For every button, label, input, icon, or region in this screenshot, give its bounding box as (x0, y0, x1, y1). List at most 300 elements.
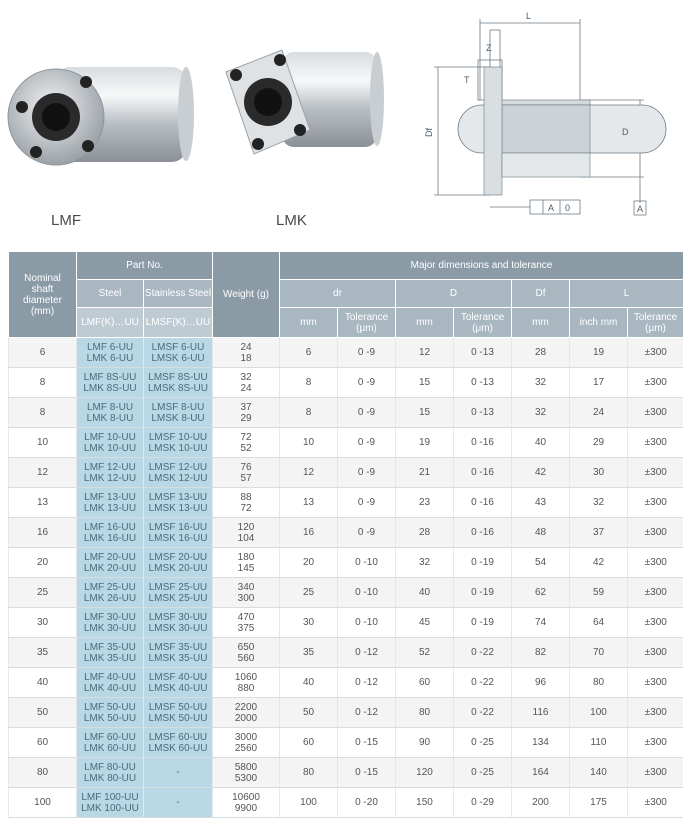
cell-l-mm: 42 (570, 548, 628, 578)
cell-l-mm: 140 (570, 758, 628, 788)
cell-stainless-part-line: LMSF 30-UU (148, 611, 208, 623)
cell-nominal: 10 (9, 428, 77, 458)
cell-weight (213, 398, 280, 428)
cell-df-mm: 54 (512, 548, 570, 578)
cell-weight (213, 758, 280, 788)
cell-d-mm: 15 (396, 368, 454, 398)
header-steel-code: LMF(K)…UU (77, 308, 144, 338)
cell-weight-line: 650 (237, 641, 255, 653)
cell-steel-part-line: LMK 8S-UU (83, 382, 137, 394)
cell-dr-tol: 0 -15 (338, 728, 396, 758)
table-row (9, 788, 683, 818)
cell-df-mm: 48 (512, 518, 570, 548)
cell-weight-line: 32 (240, 371, 252, 383)
cell-weight (213, 338, 280, 368)
table-row (9, 518, 683, 548)
cell-steel-part-line: LMF 16-UU (84, 521, 136, 533)
cell-stainless-part-line: LMSF 25-UU (148, 581, 208, 593)
cell-weight-line: 29 (240, 412, 252, 424)
cell-steel-part-line: LMF 60-UU (84, 731, 136, 743)
cell-weight-line: 300 (237, 592, 255, 604)
cell-stainless-part-line: LMSF 8-UU (151, 401, 205, 413)
cell-weight (213, 698, 280, 728)
cell-steel-part-line: LMF 80-UU (84, 761, 136, 773)
cell-df-mm: 32 (512, 368, 570, 398)
header-part-no: Part No. (77, 252, 213, 280)
header-d: D (396, 280, 512, 308)
cell-dr-mm: 40 (280, 668, 338, 698)
dimension-drawing (420, 5, 680, 220)
cell-weight-line: 880 (237, 682, 255, 694)
cell-d-tol: 0 -13 (454, 398, 512, 428)
cell-steel-part-line: LMF 13-UU (84, 491, 136, 503)
cell-dr-tol: 0 -9 (338, 428, 396, 458)
cell-l-tol: ±300 (628, 548, 683, 578)
cell-l-mm: 37 (570, 518, 628, 548)
cell-l-tol: ±300 (628, 788, 683, 818)
cell-steel-part (77, 788, 144, 818)
cell-steel-part-line: LMK 16-UU (83, 532, 137, 544)
cell-weight-line: 24 (240, 382, 252, 394)
cell-df-mm: 43 (512, 488, 570, 518)
cell-steel-part (77, 698, 144, 728)
cell-steel-part-line: LMF 20-UU (84, 551, 136, 563)
cell-weight-line: 2200 (234, 701, 258, 713)
cell-nominal: 25 (9, 578, 77, 608)
table-row (9, 548, 683, 578)
cell-weight (213, 488, 280, 518)
cell-weight-line: 470 (237, 611, 255, 623)
cell-df-mm: 28 (512, 338, 570, 368)
cell-steel-part-line: LMF 10-UU (84, 431, 136, 443)
cell-steel-part (77, 608, 144, 638)
cell-dr-mm: 80 (280, 758, 338, 788)
cell-weight-line: 5800 (234, 761, 258, 773)
cell-d-tol: 0 -19 (454, 548, 512, 578)
cell-l-mm: 30 (570, 458, 628, 488)
cell-l-mm: 17 (570, 368, 628, 398)
cell-stainless-part-line: LMSF 13-UU (148, 491, 208, 503)
cell-l-mm: 59 (570, 578, 628, 608)
header-df: Df (512, 280, 570, 308)
cell-dr-tol: 0 -9 (338, 458, 396, 488)
cell-nominal: 8 (9, 398, 77, 428)
cell-steel-part (77, 458, 144, 488)
cell-stainless-part-line: LMSF 20-UU (148, 551, 208, 563)
cell-d-mm: 45 (396, 608, 454, 638)
cell-weight (213, 548, 280, 578)
cell-l-mm: 80 (570, 668, 628, 698)
header-dr-tol: Tolerance (μm) (338, 308, 396, 338)
header-nominal: Nominal shaft diameter (mm) (9, 252, 77, 338)
cell-d-mm: 28 (396, 518, 454, 548)
cell-stainless-part (144, 698, 213, 728)
cell-d-mm: 40 (396, 578, 454, 608)
cell-steel-part-line: LMF 8-UU (86, 401, 134, 413)
header-stainless: Stainless Steel (144, 280, 213, 308)
header-d-tol: Tolerance (μm) (454, 308, 512, 338)
cell-dr-mm: 50 (280, 698, 338, 728)
cell-d-tol: 0 -16 (454, 518, 512, 548)
cell-dr-mm: 8 (280, 368, 338, 398)
cell-dr-mm: 13 (280, 488, 338, 518)
cell-steel-part-line: LMF 40-UU (84, 671, 136, 683)
cell-weight-line: 10600 (232, 791, 260, 803)
cell-steel-part (77, 368, 144, 398)
cell-stainless-part-line: LMSK 30-UU (148, 622, 208, 634)
cell-nominal: 6 (9, 338, 77, 368)
cell-weight-line: 72 (240, 431, 252, 443)
table-row (9, 728, 683, 758)
cell-weight-line: 18 (240, 352, 252, 364)
cell-steel-part (77, 428, 144, 458)
cell-weight (213, 608, 280, 638)
cell-d-tol: 0 -22 (454, 638, 512, 668)
cell-steel-part (77, 668, 144, 698)
cell-stainless-part-line: LMSF 10-UU (148, 431, 208, 443)
cell-weight-line: 72 (240, 502, 252, 514)
cell-stainless-part (144, 338, 213, 368)
table-row (9, 608, 683, 638)
cell-l-mm: 110 (570, 728, 628, 758)
cell-steel-part-line: LMK 80-UU (83, 772, 137, 784)
cell-steel-part-line: LMK 26-UU (83, 592, 137, 604)
cell-nominal: 30 (9, 608, 77, 638)
cell-weight-line: 104 (237, 532, 255, 544)
header-l-inch-mm: inch mm (570, 308, 628, 338)
cell-stainless-part-line: LMSF 60-UU (148, 731, 208, 743)
cell-dr-tol: 0 -9 (338, 338, 396, 368)
dim-label-l: L (526, 11, 532, 21)
cell-stainless-part-line: LMSK 60-UU (148, 742, 208, 754)
cell-stainless-part-line: LMSK 6-UU (151, 352, 205, 364)
cell-stainless-part (144, 458, 213, 488)
cell-stainless-part (144, 668, 213, 698)
cell-steel-part (77, 728, 144, 758)
cell-l-mm: 32 (570, 488, 628, 518)
cell-steel-part-line: LMK 50-UU (83, 712, 137, 724)
cell-stainless-part-line: LMSK 20-UU (148, 562, 208, 574)
cell-steel-part-line: LMK 13-UU (83, 502, 137, 514)
table-row (9, 578, 683, 608)
cell-steel-part-line: LMK 100-UU (81, 802, 139, 814)
cell-d-tol: 0 -16 (454, 458, 512, 488)
cell-dr-mm: 6 (280, 338, 338, 368)
cell-l-tol: ±300 (628, 518, 683, 548)
cell-stainless-part-line: LMSK 40-UU (148, 682, 208, 694)
cell-l-tol: ±300 (628, 638, 683, 668)
cell-d-tol: 0 -16 (454, 488, 512, 518)
cell-dr-tol: 0 -10 (338, 578, 396, 608)
cell-dr-tol: 0 -20 (338, 788, 396, 818)
cell-stainless-part-line: LMSK 50-UU (148, 712, 208, 724)
cell-df-mm: 96 (512, 668, 570, 698)
cell-l-tol: ±300 (628, 578, 683, 608)
cell-l-tol: ±300 (628, 728, 683, 758)
product-label-lmf: LMF (51, 212, 81, 229)
cell-stainless-part (144, 398, 213, 428)
table-row (9, 338, 683, 368)
cell-weight-line: 5300 (234, 772, 258, 784)
cell-d-tol: 0 -13 (454, 368, 512, 398)
cell-weight-line: 375 (237, 622, 255, 634)
cell-weight (213, 428, 280, 458)
cell-d-tol: 0 -16 (454, 428, 512, 458)
cell-dr-tol: 0 -15 (338, 758, 396, 788)
cell-df-mm: 164 (512, 758, 570, 788)
dim-label-df: Df (424, 128, 434, 137)
cell-weight (213, 578, 280, 608)
cell-stainless-part-line: LMSK 35-UU (148, 652, 208, 664)
cell-df-mm: 62 (512, 578, 570, 608)
header-steel: Steel (77, 280, 144, 308)
cell-d-tol: 0 -19 (454, 578, 512, 608)
header-stainless-code: LMSF(K)…UU (144, 308, 213, 338)
cell-dr-tol: 0 -9 (338, 398, 396, 428)
cell-l-tol: ±300 (628, 698, 683, 728)
cell-stainless-part-line: LMSF 8S-UU (148, 371, 208, 383)
cell-steel-part-line: LMF 6-UU (86, 341, 134, 353)
cell-d-tol: 0 -25 (454, 758, 512, 788)
cell-weight-line: 560 (237, 652, 255, 664)
table-row (9, 458, 683, 488)
cell-l-mm: 29 (570, 428, 628, 458)
cell-weight-line: 145 (237, 562, 255, 574)
cell-stainless-part-line: LMSF 16-UU (148, 521, 208, 533)
cell-l-tol: ±300 (628, 368, 683, 398)
cell-steel-part (77, 638, 144, 668)
header-weight: Weight (g) (213, 252, 280, 338)
cell-l-mm: 19 (570, 338, 628, 368)
cell-l-tol: ±300 (628, 338, 683, 368)
cell-stainless-part (144, 788, 213, 818)
cell-steel-part-line: LMK 35-UU (83, 652, 137, 664)
datum-label-a-frame: A (548, 203, 555, 213)
cell-df-mm: 42 (512, 458, 570, 488)
header-l-tol: Tolerance (μm) (628, 308, 683, 338)
cell-d-mm: 12 (396, 338, 454, 368)
cell-df-mm: 200 (512, 788, 570, 818)
dim-label-t: T (464, 75, 470, 85)
cell-dr-tol: 0 -9 (338, 488, 396, 518)
cell-stainless-part-line: - (176, 797, 180, 808)
cell-df-mm: 134 (512, 728, 570, 758)
cell-dr-tol: 0 -9 (338, 518, 396, 548)
cell-d-tol: 0 -22 (454, 698, 512, 728)
table-row (9, 368, 683, 398)
cell-dr-tol: 0 -10 (338, 608, 396, 638)
cell-weight-line: 1060 (234, 671, 258, 683)
cell-steel-part (77, 338, 144, 368)
cell-stainless-part-line: LMSF 12-UU (148, 461, 208, 473)
table-row (9, 638, 683, 668)
tolerance-zero-label: 0 (565, 203, 571, 213)
header-major: Major dimensions and tolerance (280, 252, 683, 280)
cell-dr-mm: 25 (280, 578, 338, 608)
cell-l-tol: ±300 (628, 458, 683, 488)
cell-weight (213, 518, 280, 548)
cell-d-tol: 0 -29 (454, 788, 512, 818)
cell-nominal: 16 (9, 518, 77, 548)
cell-weight-line: 2000 (234, 712, 258, 724)
dim-label-z: Z (486, 43, 492, 53)
cell-df-mm: 40 (512, 428, 570, 458)
cell-dr-tol: 0 -9 (338, 368, 396, 398)
cell-d-mm: 19 (396, 428, 454, 458)
cell-stainless-part (144, 548, 213, 578)
cell-dr-mm: 20 (280, 548, 338, 578)
cell-stainless-part (144, 518, 213, 548)
cell-stainless-part-line: LMSK 8S-UU (147, 382, 208, 394)
cell-d-mm: 120 (396, 758, 454, 788)
cell-weight (213, 788, 280, 818)
cell-stainless-part (144, 638, 213, 668)
cell-df-mm: 82 (512, 638, 570, 668)
cell-nominal: 13 (9, 488, 77, 518)
product-label-lmk: LMK (276, 212, 307, 229)
cell-l-mm: 70 (570, 638, 628, 668)
cell-weight (213, 458, 280, 488)
header-d-mm: mm (396, 308, 454, 338)
cell-stainless-part-line: LMSF 6-UU (151, 341, 205, 353)
cell-nominal: 20 (9, 548, 77, 578)
table-row (9, 698, 683, 728)
cell-nominal: 40 (9, 668, 77, 698)
cell-stainless-part (144, 368, 213, 398)
cell-nominal: 8 (9, 368, 77, 398)
cell-stainless-part-line: LMSF 40-UU (148, 671, 208, 683)
cell-d-mm: 21 (396, 458, 454, 488)
cell-d-mm: 15 (396, 398, 454, 428)
cell-dr-mm: 16 (280, 518, 338, 548)
cell-weight-line: 340 (237, 581, 255, 593)
cell-weight-line: 120 (237, 521, 255, 533)
cell-weight-line: 3000 (234, 731, 258, 743)
cell-dr-mm: 30 (280, 608, 338, 638)
cell-d-tol: 0 -19 (454, 608, 512, 638)
cell-l-mm: 175 (570, 788, 628, 818)
cell-steel-part-line: LMK 8-UU (86, 412, 134, 424)
cell-stainless-part-line: LMSF 50-UU (148, 701, 208, 713)
cell-steel-part-line: LMK 6-UU (86, 352, 134, 364)
cell-d-mm: 60 (396, 668, 454, 698)
cell-weight-line: 180 (237, 551, 255, 563)
square-flange-bushing-icon (222, 42, 387, 192)
cell-steel-part-line: LMK 10-UU (83, 442, 137, 454)
cell-steel-part-line: LMK 12-UU (83, 472, 137, 484)
cell-steel-part-line: LMK 30-UU (83, 622, 137, 634)
datum-label-a: A (637, 204, 644, 214)
cell-stainless-part (144, 428, 213, 458)
cell-weight-line: 88 (240, 491, 252, 503)
cell-weight-line: 2560 (234, 742, 258, 754)
cell-weight (213, 668, 280, 698)
cell-d-tol: 0 -13 (454, 338, 512, 368)
cell-l-tol: ±300 (628, 608, 683, 638)
cell-stainless-part (144, 488, 213, 518)
cell-steel-part (77, 578, 144, 608)
cell-steel-part-line: LMF 30-UU (84, 611, 136, 623)
cell-df-mm: 74 (512, 608, 570, 638)
cell-d-mm: 80 (396, 698, 454, 728)
cell-l-mm: 100 (570, 698, 628, 728)
cell-stainless-part-line: LMSK 13-UU (148, 502, 208, 514)
cell-d-tol: 0 -25 (454, 728, 512, 758)
table-row (9, 668, 683, 698)
cell-steel-part-line: LMF 12-UU (84, 461, 136, 473)
cell-nominal: 80 (9, 758, 77, 788)
cell-weight-line: 52 (240, 442, 252, 454)
cell-stainless-part (144, 758, 213, 788)
cell-nominal: 50 (9, 698, 77, 728)
cell-dr-mm: 35 (280, 638, 338, 668)
cell-weight-line: 57 (240, 472, 252, 484)
cell-stainless-part-line: LMSK 12-UU (148, 472, 208, 484)
cell-steel-part-line: LMF 25-UU (84, 581, 136, 593)
cell-nominal: 12 (9, 458, 77, 488)
cell-stainless-part (144, 608, 213, 638)
table-row (9, 398, 683, 428)
cell-df-mm: 116 (512, 698, 570, 728)
cell-steel-part (77, 488, 144, 518)
cell-nominal: 100 (9, 788, 77, 818)
cell-dr-mm: 10 (280, 428, 338, 458)
cell-steel-part-line: LMF 50-UU (84, 701, 136, 713)
cell-weight-line: 9900 (234, 802, 258, 814)
cell-steel-part-line: LMK 20-UU (83, 562, 137, 574)
cell-steel-part-line: LMK 60-UU (83, 742, 137, 754)
product-header (0, 0, 683, 248)
table-row (9, 428, 683, 458)
cell-d-mm: 150 (396, 788, 454, 818)
cell-steel-part-line: LMK 40-UU (83, 682, 137, 694)
cell-weight (213, 728, 280, 758)
cell-steel-part (77, 398, 144, 428)
cell-stainless-part-line: LMSK 8-UU (151, 412, 205, 424)
table-row (9, 488, 683, 518)
cell-steel-part (77, 758, 144, 788)
round-flange-bushing-icon (6, 42, 196, 192)
spec-table (8, 251, 683, 818)
cell-stainless-part-line: LMSF 35-UU (148, 641, 208, 653)
cell-l-tol: ±300 (628, 428, 683, 458)
cell-nominal: 60 (9, 728, 77, 758)
cell-l-tol: ±300 (628, 758, 683, 788)
cell-l-tol: ±300 (628, 668, 683, 698)
cell-dr-tol: 0 -12 (338, 638, 396, 668)
cell-d-mm: 52 (396, 638, 454, 668)
cell-weight-line: 37 (240, 401, 252, 413)
cell-stainless-part (144, 578, 213, 608)
cell-dr-tol: 0 -12 (338, 698, 396, 728)
header-dr: dr (280, 280, 396, 308)
cell-stainless-part-line: LMSK 16-UU (148, 532, 208, 544)
dim-label-d: D (622, 127, 629, 137)
header-l: L (570, 280, 683, 308)
cell-steel-part (77, 548, 144, 578)
cell-nominal: 35 (9, 638, 77, 668)
cell-dr-tol: 0 -12 (338, 668, 396, 698)
cell-dr-mm: 12 (280, 458, 338, 488)
cell-df-mm: 32 (512, 398, 570, 428)
cell-dr-mm: 60 (280, 728, 338, 758)
cell-d-tol: 0 -22 (454, 668, 512, 698)
cell-weight (213, 638, 280, 668)
cell-l-mm: 64 (570, 608, 628, 638)
cell-dr-mm: 8 (280, 398, 338, 428)
cell-steel-part-line: LMF 8S-UU (83, 371, 137, 383)
cell-d-mm: 90 (396, 728, 454, 758)
